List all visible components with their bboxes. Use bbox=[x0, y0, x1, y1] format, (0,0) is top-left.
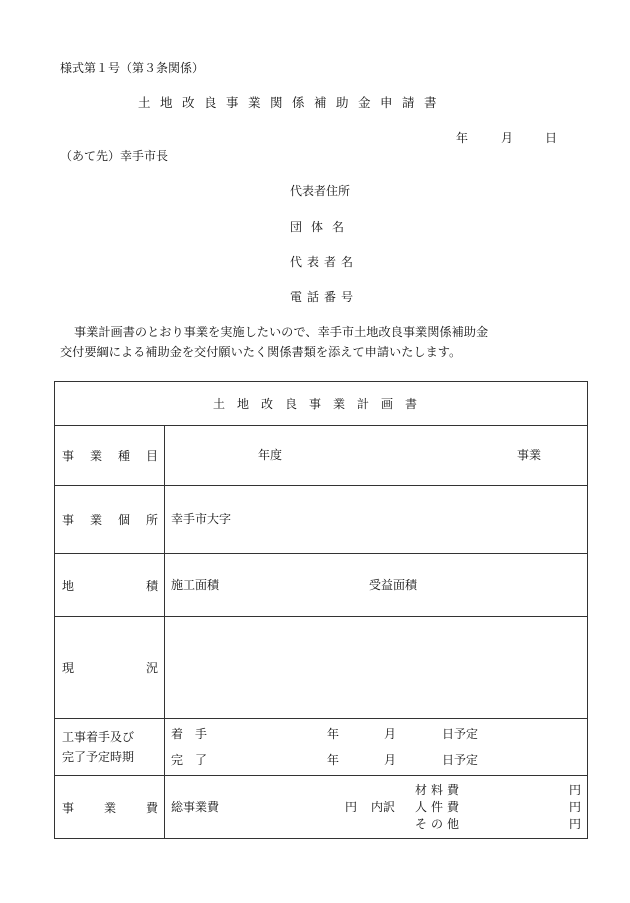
form-number: 様式第１号（第３条関係） bbox=[60, 61, 205, 75]
project-type-label: 事 業 種 目 bbox=[55, 426, 165, 486]
project-cost-field[interactable] bbox=[165, 776, 588, 839]
project-suffix-label: 事業 bbox=[517, 448, 542, 462]
addressee: （あて先）幸手市長 bbox=[60, 149, 169, 163]
construction-area-label: 施工面積 bbox=[171, 578, 220, 592]
application-statement bbox=[60, 322, 580, 362]
document-title: 土地改良事業関係補助金申請書 bbox=[138, 95, 447, 110]
start-day-label: 日予定 bbox=[442, 727, 479, 741]
fiscal-year-label: 年度 bbox=[258, 448, 283, 462]
other-cost-label: その他 bbox=[415, 817, 464, 831]
project-type-field[interactable] bbox=[165, 426, 588, 486]
area-label: 地 積 bbox=[55, 554, 165, 617]
breakdown-label: 内訳 bbox=[371, 800, 396, 814]
group-name-label: 団体名 bbox=[290, 220, 354, 234]
total-cost-yen: 円 bbox=[345, 800, 358, 814]
labor-cost-label: 人件費 bbox=[415, 800, 464, 814]
project-location-field[interactable] bbox=[165, 486, 588, 554]
current-state-label: 現 況 bbox=[55, 617, 165, 719]
date-month-label: 月 bbox=[501, 131, 514, 145]
representative-name-label: 代表者名 bbox=[290, 255, 359, 269]
plan-title: 土地改良事業計画書 bbox=[55, 382, 588, 426]
materials-cost-yen: 円 bbox=[569, 783, 582, 797]
materials-cost-label: 材料費 bbox=[415, 783, 464, 797]
date-year-label: 年 bbox=[456, 131, 469, 145]
start-month-label: 月 bbox=[384, 727, 397, 741]
phone-number-label: 電話番号 bbox=[290, 290, 359, 304]
project-location-label: 事 業 個 所 bbox=[55, 486, 165, 554]
schedule-field[interactable] bbox=[165, 719, 588, 776]
location-prefix: 幸手市大字 bbox=[171, 512, 232, 526]
end-day-label: 日予定 bbox=[442, 753, 479, 767]
start-year-label: 年 bbox=[327, 727, 340, 741]
project-plan-table bbox=[54, 381, 588, 839]
current-state-field[interactable] bbox=[165, 617, 588, 719]
end-label: 完 了 bbox=[171, 753, 208, 767]
date-day-label: 日 bbox=[545, 131, 558, 145]
statement-line-2: 交付要綱による補助金を交付願いたく関係書類を添えて申請いたします。 bbox=[60, 345, 462, 359]
end-year-label: 年 bbox=[327, 753, 340, 767]
other-cost-yen: 円 bbox=[569, 817, 582, 831]
end-month-label: 月 bbox=[384, 753, 397, 767]
labor-cost-yen: 円 bbox=[569, 800, 582, 814]
representative-address-label: 代表者住所 bbox=[290, 184, 351, 198]
schedule-label: 工事着手及び 完了予定時期 bbox=[55, 719, 165, 776]
project-cost-label: 事 業 費 bbox=[55, 776, 165, 839]
total-cost-label: 総事業費 bbox=[171, 800, 220, 814]
benefit-area-label: 受益面積 bbox=[369, 578, 418, 592]
area-field[interactable] bbox=[165, 554, 588, 617]
statement-line-1: 事業計画書のとおり事業を実施したいので、幸手市土地改良事業関係補助金 bbox=[74, 325, 489, 339]
start-label: 着 手 bbox=[171, 727, 208, 741]
